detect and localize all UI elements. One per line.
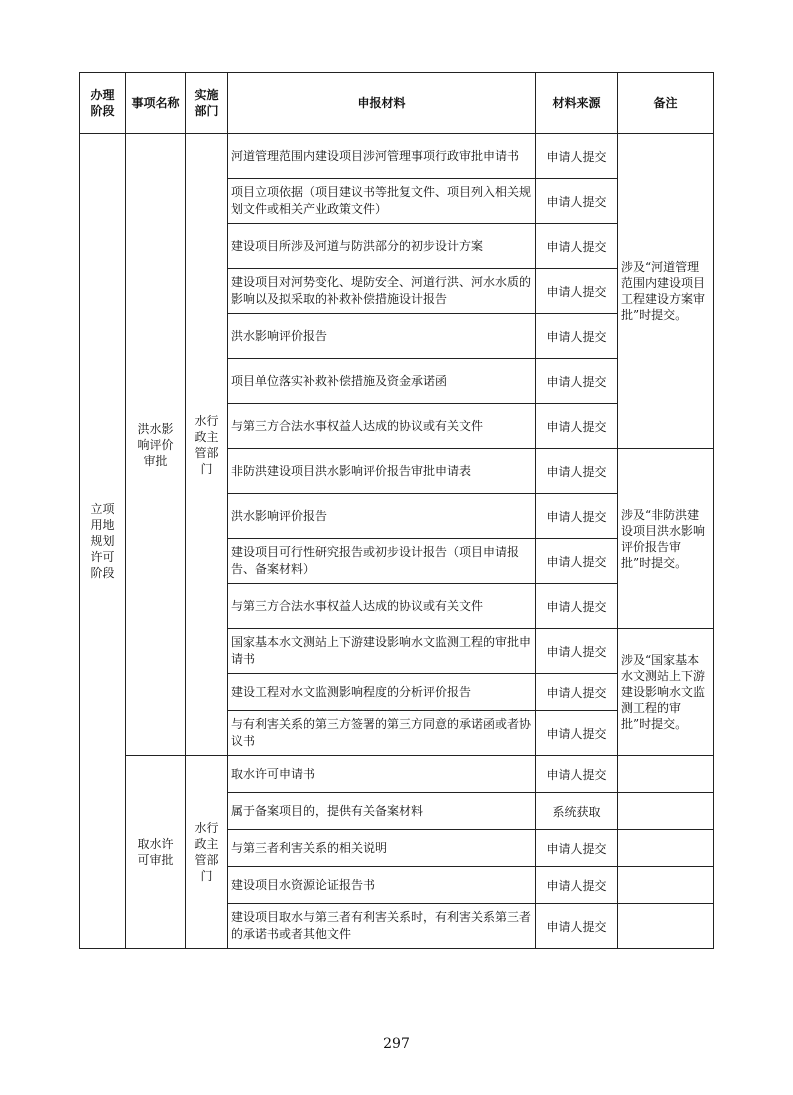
source-cell: 申请人提交	[536, 494, 618, 539]
item-cell: 取水许可审批	[126, 756, 186, 949]
material-cell: 建设项目取水与第三者有利害关系时，有利害关系第三者的承诺书或者其他文件	[228, 904, 536, 949]
header-materials: 申报材料	[228, 73, 536, 134]
source-cell: 申请人提交	[536, 224, 618, 269]
note-cell-empty	[618, 830, 714, 867]
note-cell-empty	[618, 867, 714, 904]
source-cell: 申请人提交	[536, 134, 618, 179]
source-cell: 申请人提交	[536, 584, 618, 629]
note-cell: 涉及“河道管理范围内建设项目工程建设方案审批”时提交。	[618, 134, 714, 449]
item-cell: 洪水影响评价审批	[126, 134, 186, 756]
source-cell: 申请人提交	[536, 269, 618, 314]
stage-cell: 立项用地规划许可阶段	[80, 134, 126, 949]
source-cell: 申请人提交	[536, 867, 618, 904]
dept-cell: 水行政主管部门	[186, 134, 228, 756]
source-cell: 申请人提交	[536, 539, 618, 584]
header-dept: 实施部门	[186, 73, 228, 134]
source-cell: 申请人提交	[536, 629, 618, 674]
note-cell-empty	[618, 756, 714, 793]
source-cell: 申请人提交	[536, 756, 618, 793]
material-cell: 建设项目对河势变化、堤防安全、河道行洪、河水水质的影响以及拟采取的补救补偿措施设计报告	[228, 269, 536, 314]
material-cell: 洪水影响评价报告	[228, 494, 536, 539]
material-cell: 洪水影响评价报告	[228, 314, 536, 359]
material-cell: 国家基本水文测站上下游建设影响水文监测工程的审批申请书	[228, 629, 536, 674]
material-cell: 建设项目可行性研究报告或初步设计报告（项目申请报告、备案材料）	[228, 539, 536, 584]
table-row	[80, 134, 714, 179]
materials-table	[79, 72, 714, 949]
header-notes: 备注	[618, 73, 714, 134]
note-cell: 涉及“非防洪建设项目洪水影响评价报告审批”时提交。	[618, 449, 714, 629]
material-cell: 与第三方合法水事权益人达成的协议或有关文件	[228, 404, 536, 449]
material-cell: 非防洪建设项目洪水影响评价报告审批申请表	[228, 449, 536, 494]
material-cell: 与第三者利害关系的相关说明	[228, 830, 536, 867]
source-cell: 系统获取	[536, 793, 618, 830]
material-cell: 项目立项依据（项目建议书等批复文件、项目列入相关规划文件或相关产业政策文件）	[228, 179, 536, 224]
header-source: 材料来源	[536, 73, 618, 134]
source-cell: 申请人提交	[536, 359, 618, 404]
table-row	[80, 756, 714, 793]
material-cell: 建设工程对水文监测影响程度的分析评价报告	[228, 674, 536, 711]
source-cell: 申请人提交	[536, 449, 618, 494]
note-cell: 涉及“国家基本水文测站上下游建设影响水文监测工程的审批”时提交。	[618, 629, 714, 756]
note-cell-empty	[618, 904, 714, 949]
material-cell: 建设项目所涉及河道与防洪部分的初步设计方案	[228, 224, 536, 269]
page-number: 297	[383, 1036, 410, 1052]
source-cell: 申请人提交	[536, 179, 618, 224]
source-cell: 申请人提交	[536, 404, 618, 449]
material-cell: 与第三方合法水事权益人达成的协议或有关文件	[228, 584, 536, 629]
source-cell: 申请人提交	[536, 674, 618, 711]
header-item: 事项名称	[126, 73, 186, 134]
source-cell: 申请人提交	[536, 830, 618, 867]
table-header-row	[80, 73, 714, 134]
dept-cell: 水行政主管部门	[186, 756, 228, 949]
material-cell: 河道管理范围内建设项目涉河管理事项行政审批申请书	[228, 134, 536, 179]
source-cell: 申请人提交	[536, 711, 618, 756]
material-cell: 项目单位落实补救补偿措施及资金承诺函	[228, 359, 536, 404]
material-cell: 取水许可申请书	[228, 756, 536, 793]
source-cell: 申请人提交	[536, 904, 618, 949]
material-cell: 与有利害关系的第三方签署的第三方同意的承诺函或者协议书	[228, 711, 536, 756]
material-cell: 属于备案项目的，提供有关备案材料	[228, 793, 536, 830]
material-cell: 建设项目水资源论证报告书	[228, 867, 536, 904]
source-cell: 申请人提交	[536, 314, 618, 359]
note-cell-empty	[618, 793, 714, 830]
header-stage: 办理阶段	[80, 73, 126, 134]
